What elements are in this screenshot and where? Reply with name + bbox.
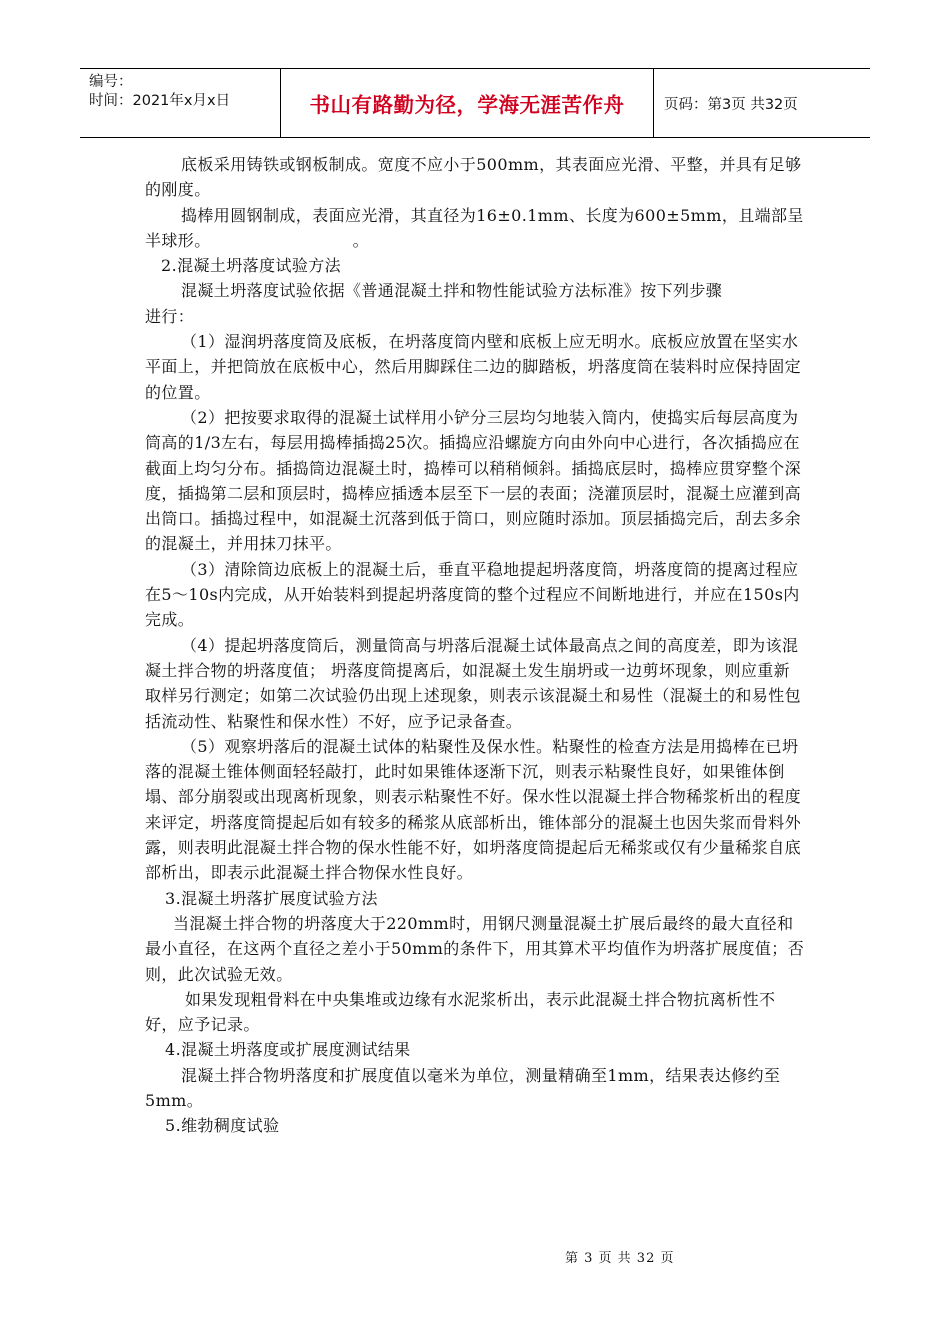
paragraph-segregation: 如果发现粗骨料在中央集堆或边缘有水泥浆析出，表示此混凝土拌合物抗离析性不好，应予记录。	[145, 989, 776, 1035]
page-header	[80, 68, 870, 138]
paragraph-step-4: （4）提起坍落度筒后，测量筒高与坍落后混凝土试体最高点之间的高度差，即为该混凝土拌合物的坍落度值； 坍落度筒提离后，如混凝土发生崩坍或一边剪坏现象，则应重新取样另行测定；如第二次试验仍出现上述现象，则表示该混凝土和易性（混凝土的和易性包括流动性、粘聚性和保水性）不好，应予记录备查。	[145, 635, 802, 731]
paragraph-step-1: （1）湿润坍落度筒及底板，在坍落度筒内壁和底板上应无明水。底板应放置在坚实水平面上，并把筒放在底板中心，然后用脚踩住二边的脚踏板，坍落度筒在装料时应保持固定的位置。	[145, 332, 802, 402]
section-heading-4: 4.混凝土坍落度或扩展度测试结果	[165, 1040, 411, 1060]
footer-page-number: 第 3 页 共 32 页	[565, 1251, 675, 1266]
header-motto: 书山有路勤为径，学海无涯苦作舟	[309, 93, 625, 117]
header-motto-cell	[281, 69, 654, 137]
header-meta-cell	[80, 69, 281, 137]
document-time-label: 时间：2021年x月x日	[89, 93, 231, 109]
section-heading-2: 2.混凝土坍落度试验方法	[161, 256, 342, 276]
paragraph-base-plate: 底板采用铸铁或钢板制成。宽度不应小于500mm，其表面应光滑、平整，并具有足够的刚度。	[145, 155, 802, 200]
paragraph-method-intro-continued: 进行：	[145, 306, 195, 326]
paragraph-spread-test: 当混凝土拌合物的坍落度大于220mm时，用钢尺测量混凝土扩展后最终的最大直径和最小直径，在这两个直径之差小于50mm的条件下，用其算术平均值作为坍落扩展度值；否则，此次试验无效。	[145, 913, 805, 984]
paragraph-results: 混凝土拌合物坍落度和扩展度值以毫米为单位，测量精确至1mm，结果表达修约至5mm。	[145, 1065, 781, 1110]
section-heading-3: 3.混凝土坍落扩展度试验方法	[165, 888, 378, 908]
section-heading-5: 5.维勃稠度试验	[165, 1116, 280, 1136]
paragraph-method-intro: 混凝土坍落度试验依据《普通混凝土拌和物性能试验方法标准》按下列步骤	[181, 281, 723, 301]
stray-period: 。	[352, 230, 370, 250]
document-body	[145, 152, 805, 1139]
paragraph-tamping-rod-text: 捣棒用圆钢制成，表面应光滑，其直径为16±0.1mm、长度为600±5mm，且端部呈半球形。	[145, 205, 804, 250]
page-footer	[565, 1247, 674, 1266]
header-page-cell	[654, 69, 870, 137]
header-page-number: 页码：第3页 共32页	[664, 96, 798, 113]
paragraph-step-2: （2）把按要求取得的混凝土试样用小铲分三层均匀地装入筒内，使捣实后每层高度为筒高的1/3左右，每层用捣棒插捣25次。插捣应沿螺旋方向由外向中心进行，各次插捣应在截面上均匀分布。插捣筒边混凝土时，捣棒可以稍稍倾斜。插捣底层时，捣棒应贯穿整个深度，插捣第二层和顶层时，捣棒应插透本层至下一层的表面；浇灌顶层时，混凝土应灌到高出筒口。插捣过程中，如混凝土沉落到低于筒口，则应随时添加。顶层插捣完后，刮去多余的混凝土，并用抹刀抹平。	[145, 407, 802, 554]
paragraph-step-3: （3）清除筒边底板上的混凝土后，垂直平稳地提起坍落度筒，坍落度筒的提离过程应在5～10s内完成，从开始装料到提起坍落度筒的整个过程应不间断地进行，并应在150s内完成。	[145, 559, 800, 630]
paragraph-tamping-rod	[145, 203, 805, 254]
document-number-label: 编号：	[89, 74, 133, 90]
paragraph-step-5: （5）观察坍落后的混凝土试体的粘聚性及保水性。粘聚性的检查方法是用捣棒在已坍落的混凝土锥体侧面轻轻敲打，此时如果锥体逐渐下沉，则表示粘聚性良好，如果锥体倒塌、部分崩裂或出现离析现象，则表示粘聚性不好。保水性以混凝土拌合物稀浆析出的程度来评定，坍落度筒提起后如有较多的稀浆从底部析出，锥体部分的混凝土也因失浆而骨料外露，则表明此混凝土拌合物的保水性能不好，如坍落度筒提起后无稀浆或仅有少量稀浆自底部析出，即表示此混凝土拌合物保水性良好。	[145, 736, 802, 883]
